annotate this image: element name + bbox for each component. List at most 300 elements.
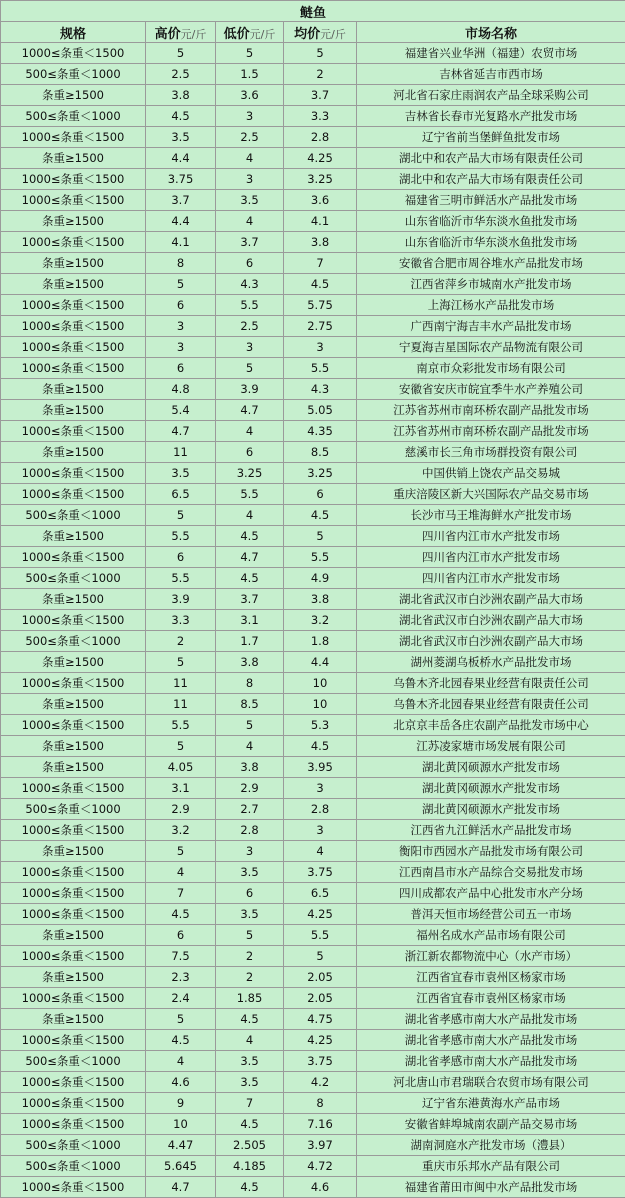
cell-market: 普洱天恒市场经营公司五一市场 xyxy=(357,904,625,925)
cell-spec: 1000≤条重＜1500 xyxy=(1,547,146,568)
cell-low: 4 xyxy=(216,148,284,169)
cell-avg: 4.9 xyxy=(284,568,357,589)
table-row xyxy=(1,232,625,253)
table-row xyxy=(1,1051,625,1072)
table-row xyxy=(1,925,625,946)
cell-spec: 1000≤条重＜1500 xyxy=(1,778,146,799)
cell-market: 河北省石家庄雨润农产品全球采购公司 xyxy=(357,85,625,106)
cell-market: 安徽省蚌埠城南农副产品交易市场 xyxy=(357,1114,625,1135)
table-row xyxy=(1,421,625,442)
cell-low: 6 xyxy=(216,253,284,274)
header-market: 市场名称 xyxy=(357,22,625,43)
table-row xyxy=(1,652,625,673)
cell-avg: 4.1 xyxy=(284,211,357,232)
cell-market: 湖北黄冈硕源水产批发市场 xyxy=(357,799,625,820)
cell-low: 5 xyxy=(216,358,284,379)
cell-high: 6 xyxy=(146,295,216,316)
cell-avg: 5.75 xyxy=(284,295,357,316)
cell-avg: 2.8 xyxy=(284,127,357,148)
cell-low: 8 xyxy=(216,673,284,694)
cell-market: 浙江新农都物流中心（水产市场） xyxy=(357,946,625,967)
table-row xyxy=(1,715,625,736)
cell-high: 3.3 xyxy=(146,610,216,631)
table-row xyxy=(1,484,625,505)
cell-low: 3.7 xyxy=(216,232,284,253)
cell-high: 11 xyxy=(146,442,216,463)
cell-low: 7 xyxy=(216,1093,284,1114)
table-row xyxy=(1,442,625,463)
cell-low: 3.5 xyxy=(216,190,284,211)
cell-low: 3.9 xyxy=(216,379,284,400)
cell-market: 南京市众彩批发市场有限公司 xyxy=(357,358,625,379)
table-header-row xyxy=(1,22,625,43)
header-avg xyxy=(284,22,357,43)
cell-spec: 1000≤条重＜1500 xyxy=(1,169,146,190)
cell-low: 8.5 xyxy=(216,694,284,715)
cell-low: 2.505 xyxy=(216,1135,284,1156)
cell-avg: 5.05 xyxy=(284,400,357,421)
cell-spec: 1000≤条重＜1500 xyxy=(1,463,146,484)
table-row xyxy=(1,64,625,85)
cell-market: 江苏省苏州市南环桥农副产品批发市场 xyxy=(357,421,625,442)
cell-low: 5 xyxy=(216,43,284,64)
cell-low: 4 xyxy=(216,505,284,526)
cell-high: 5 xyxy=(146,736,216,757)
table-row xyxy=(1,946,625,967)
cell-market: 四川成都农产品中心批发市水产分场 xyxy=(357,883,625,904)
cell-spec: 条重≥1500 xyxy=(1,736,146,757)
cell-high: 9 xyxy=(146,1093,216,1114)
cell-market: 江西省九江鲜活水产品批发市场 xyxy=(357,820,625,841)
cell-market: 衡阳市西园水产品批发市场有限公司 xyxy=(357,841,625,862)
cell-avg: 3 xyxy=(284,820,357,841)
cell-spec: 500≤条重＜1000 xyxy=(1,568,146,589)
table-row xyxy=(1,358,625,379)
cell-spec: 500≤条重＜1000 xyxy=(1,64,146,85)
cell-avg: 4.35 xyxy=(284,421,357,442)
cell-avg: 4.5 xyxy=(284,505,357,526)
cell-low: 4.5 xyxy=(216,1114,284,1135)
cell-spec: 1000≤条重＜1500 xyxy=(1,1114,146,1135)
cell-avg: 8 xyxy=(284,1093,357,1114)
cell-spec: 条重≥1500 xyxy=(1,400,146,421)
cell-spec: 条重≥1500 xyxy=(1,379,146,400)
cell-market: 宁夏海吉星国际农产品物流有限公司 xyxy=(357,337,625,358)
header-high-unit: 元/斤 xyxy=(180,27,207,41)
cell-high: 4.4 xyxy=(146,148,216,169)
table-row xyxy=(1,316,625,337)
cell-high: 10 xyxy=(146,1114,216,1135)
cell-market: 江西省宜春市袁州区杨家市场 xyxy=(357,988,625,1009)
cell-low: 6 xyxy=(216,883,284,904)
cell-high: 7 xyxy=(146,883,216,904)
cell-spec: 1000≤条重＜1500 xyxy=(1,316,146,337)
cell-market: 湖北省孝感市南大水产品批发市场 xyxy=(357,1051,625,1072)
table-row xyxy=(1,862,625,883)
cell-low: 1.5 xyxy=(216,64,284,85)
cell-spec: 1000≤条重＜1500 xyxy=(1,232,146,253)
cell-spec: 500≤条重＜1000 xyxy=(1,799,146,820)
cell-spec: 1000≤条重＜1500 xyxy=(1,820,146,841)
cell-avg: 4.72 xyxy=(284,1156,357,1177)
table-row xyxy=(1,379,625,400)
cell-low: 3.5 xyxy=(216,862,284,883)
cell-low: 4 xyxy=(216,421,284,442)
header-low-unit: 元/斤 xyxy=(249,27,276,41)
table-row xyxy=(1,127,625,148)
cell-high: 5 xyxy=(146,505,216,526)
cell-avg: 10 xyxy=(284,694,357,715)
cell-low: 2.5 xyxy=(216,316,284,337)
table-row xyxy=(1,400,625,421)
cell-avg: 3.3 xyxy=(284,106,357,127)
cell-high: 5 xyxy=(146,274,216,295)
table-title-row xyxy=(1,1,625,22)
cell-avg: 4.5 xyxy=(284,274,357,295)
cell-low: 3.8 xyxy=(216,652,284,673)
cell-market: 湖北省武汉市白沙洲农副产品大市场 xyxy=(357,631,625,652)
cell-low: 5.5 xyxy=(216,484,284,505)
cell-high: 2.4 xyxy=(146,988,216,1009)
cell-avg: 3.25 xyxy=(284,463,357,484)
cell-avg: 4.25 xyxy=(284,904,357,925)
cell-low: 3 xyxy=(216,169,284,190)
cell-high: 4.47 xyxy=(146,1135,216,1156)
table-row xyxy=(1,1135,625,1156)
cell-low: 3.25 xyxy=(216,463,284,484)
cell-low: 2.9 xyxy=(216,778,284,799)
cell-market: 乌鲁木齐北园春果业经营有限责任公司 xyxy=(357,673,625,694)
cell-high: 4.05 xyxy=(146,757,216,778)
cell-market: 中国供销上饶农产品交易城 xyxy=(357,463,625,484)
cell-low: 3.6 xyxy=(216,85,284,106)
cell-market: 江苏省苏州市南环桥农副产品批发市场 xyxy=(357,400,625,421)
header-spec: 规格 xyxy=(1,22,146,43)
cell-high: 4 xyxy=(146,1051,216,1072)
cell-low: 3.1 xyxy=(216,610,284,631)
cell-market: 重庆市乐邦水产品有限公司 xyxy=(357,1156,625,1177)
cell-spec: 1000≤条重＜1500 xyxy=(1,190,146,211)
table-title: 鲢鱼 xyxy=(1,1,625,22)
cell-avg: 4 xyxy=(284,841,357,862)
table-row xyxy=(1,148,625,169)
cell-avg: 5.3 xyxy=(284,715,357,736)
cell-market: 江西南昌市水产品综合交易批发市场 xyxy=(357,862,625,883)
cell-high: 4.1 xyxy=(146,232,216,253)
table-row xyxy=(1,568,625,589)
table-row xyxy=(1,1072,625,1093)
cell-spec: 条重≥1500 xyxy=(1,967,146,988)
cell-market: 广西南宁海吉丰水产品批发市场 xyxy=(357,316,625,337)
cell-avg: 2.75 xyxy=(284,316,357,337)
cell-avg: 3.8 xyxy=(284,232,357,253)
cell-low: 1.85 xyxy=(216,988,284,1009)
cell-high: 5 xyxy=(146,43,216,64)
header-high-label: 高价 xyxy=(154,26,181,42)
header-avg-unit: 元/斤 xyxy=(320,27,346,41)
cell-avg: 1.8 xyxy=(284,631,357,652)
cell-spec: 条重≥1500 xyxy=(1,925,146,946)
cell-avg: 6 xyxy=(284,484,357,505)
header-low-label: 低价 xyxy=(223,26,250,42)
cell-spec: 1000≤条重＜1500 xyxy=(1,127,146,148)
cell-market: 江西省宜春市袁州区杨家市场 xyxy=(357,967,625,988)
cell-spec: 1000≤条重＜1500 xyxy=(1,484,146,505)
cell-high: 3.5 xyxy=(146,127,216,148)
cell-avg: 8.5 xyxy=(284,442,357,463)
cell-avg: 3.97 xyxy=(284,1135,357,1156)
cell-spec: 条重≥1500 xyxy=(1,589,146,610)
cell-avg: 2.8 xyxy=(284,799,357,820)
cell-high: 3.8 xyxy=(146,85,216,106)
cell-high: 3.9 xyxy=(146,589,216,610)
cell-avg: 3 xyxy=(284,337,357,358)
cell-high: 8 xyxy=(146,253,216,274)
cell-market: 湖北中和农产品大市场有限责任公司 xyxy=(357,148,625,169)
table-row xyxy=(1,631,625,652)
cell-avg: 2.05 xyxy=(284,988,357,1009)
cell-high: 4.5 xyxy=(146,904,216,925)
cell-spec: 1000≤条重＜1500 xyxy=(1,1072,146,1093)
cell-market: 吉林省延吉市西市场 xyxy=(357,64,625,85)
cell-spec: 条重≥1500 xyxy=(1,652,146,673)
cell-spec: 条重≥1500 xyxy=(1,85,146,106)
cell-avg: 2 xyxy=(284,64,357,85)
cell-avg: 3.2 xyxy=(284,610,357,631)
cell-spec: 500≤条重＜1000 xyxy=(1,631,146,652)
table-row xyxy=(1,526,625,547)
cell-high: 4.8 xyxy=(146,379,216,400)
cell-market: 湖北省武汉市白沙洲农副产品大市场 xyxy=(357,610,625,631)
table-row xyxy=(1,295,625,316)
cell-low: 3.5 xyxy=(216,1051,284,1072)
cell-low: 2.5 xyxy=(216,127,284,148)
cell-spec: 1000≤条重＜1500 xyxy=(1,1177,146,1198)
cell-spec: 1000≤条重＜1500 xyxy=(1,43,146,64)
cell-spec: 条重≥1500 xyxy=(1,694,146,715)
cell-low: 1.7 xyxy=(216,631,284,652)
table-row xyxy=(1,820,625,841)
cell-avg: 3.75 xyxy=(284,1051,357,1072)
cell-market: 山东省临沂市华东淡水鱼批发市场 xyxy=(357,232,625,253)
cell-high: 3 xyxy=(146,337,216,358)
cell-low: 4 xyxy=(216,736,284,757)
table-row xyxy=(1,757,625,778)
cell-high: 4.5 xyxy=(146,1030,216,1051)
cell-market: 湖南洞庭水产批发市场（澧县） xyxy=(357,1135,625,1156)
cell-market: 慈溪市长三角市场群投资有限公司 xyxy=(357,442,625,463)
cell-high: 5 xyxy=(146,1009,216,1030)
cell-spec: 条重≥1500 xyxy=(1,757,146,778)
cell-avg: 5.5 xyxy=(284,925,357,946)
table-row xyxy=(1,1093,625,1114)
cell-market: 湖北省孝感市南大水产品批发市场 xyxy=(357,1009,625,1030)
table-row xyxy=(1,1156,625,1177)
cell-low: 4.5 xyxy=(216,1009,284,1030)
cell-high: 5 xyxy=(146,841,216,862)
cell-low: 3.5 xyxy=(216,1072,284,1093)
table-row xyxy=(1,547,625,568)
cell-market: 乌鲁木齐北园春果业经营有限责任公司 xyxy=(357,694,625,715)
cell-low: 3 xyxy=(216,337,284,358)
cell-high: 3.5 xyxy=(146,463,216,484)
cell-avg: 6.5 xyxy=(284,883,357,904)
cell-avg: 4.5 xyxy=(284,736,357,757)
cell-market: 四川省内江市水产批发市场 xyxy=(357,547,625,568)
cell-high: 11 xyxy=(146,694,216,715)
cell-avg: 4.3 xyxy=(284,379,357,400)
cell-market: 安徽省合肥市周谷堆水产品批发市场 xyxy=(357,253,625,274)
cell-market: 福建省三明市鲜活水产品批发市场 xyxy=(357,190,625,211)
cell-avg: 4.75 xyxy=(284,1009,357,1030)
cell-spec: 条重≥1500 xyxy=(1,1009,146,1030)
table-row xyxy=(1,589,625,610)
cell-high: 3.7 xyxy=(146,190,216,211)
table-row xyxy=(1,1009,625,1030)
table-row xyxy=(1,274,625,295)
cell-low: 4.7 xyxy=(216,400,284,421)
cell-high: 4.4 xyxy=(146,211,216,232)
cell-market: 湖北省孝感市南大水产品批发市场 xyxy=(357,1030,625,1051)
cell-high: 4 xyxy=(146,862,216,883)
cell-avg: 4.4 xyxy=(284,652,357,673)
cell-avg: 3.75 xyxy=(284,862,357,883)
cell-low: 5 xyxy=(216,715,284,736)
table-row xyxy=(1,1177,625,1198)
cell-spec: 条重≥1500 xyxy=(1,253,146,274)
cell-spec: 1000≤条重＜1500 xyxy=(1,715,146,736)
cell-high: 11 xyxy=(146,673,216,694)
table-row xyxy=(1,190,625,211)
cell-market: 江苏凌家塘市场发展有限公司 xyxy=(357,736,625,757)
cell-market: 湖州菱湖乌板桥水产品批发市场 xyxy=(357,652,625,673)
cell-low: 2 xyxy=(216,946,284,967)
cell-market: 湖北黄冈硕源水产批发市场 xyxy=(357,778,625,799)
table-row xyxy=(1,505,625,526)
cell-spec: 1000≤条重＜1500 xyxy=(1,610,146,631)
cell-high: 2.9 xyxy=(146,799,216,820)
cell-market: 辽宁省前当堡鲜鱼批发市场 xyxy=(357,127,625,148)
cell-low: 5.5 xyxy=(216,295,284,316)
cell-spec: 1000≤条重＜1500 xyxy=(1,358,146,379)
cell-spec: 1000≤条重＜1500 xyxy=(1,988,146,1009)
cell-avg: 5.5 xyxy=(284,358,357,379)
cell-spec: 1000≤条重＜1500 xyxy=(1,295,146,316)
cell-avg: 3.6 xyxy=(284,190,357,211)
cell-avg: 3 xyxy=(284,778,357,799)
cell-spec: 500≤条重＜1000 xyxy=(1,106,146,127)
table-body xyxy=(1,43,625,1198)
table-row xyxy=(1,799,625,820)
cell-low: 4.5 xyxy=(216,1177,284,1198)
cell-low: 3 xyxy=(216,841,284,862)
cell-avg: 4.6 xyxy=(284,1177,357,1198)
cell-high: 3.1 xyxy=(146,778,216,799)
cell-market: 福州名成水产品市场有限公司 xyxy=(357,925,625,946)
cell-low: 4.5 xyxy=(216,568,284,589)
table-row xyxy=(1,988,625,1009)
cell-low: 4.185 xyxy=(216,1156,284,1177)
cell-spec: 500≤条重＜1000 xyxy=(1,1156,146,1177)
cell-high: 3.2 xyxy=(146,820,216,841)
table-row xyxy=(1,211,625,232)
cell-market: 河北唐山市君瑞联合农贸市场有限公司 xyxy=(357,1072,625,1093)
cell-low: 3.8 xyxy=(216,757,284,778)
cell-high: 6.5 xyxy=(146,484,216,505)
cell-market: 湖北中和农产品大市场有限责任公司 xyxy=(357,169,625,190)
table-row xyxy=(1,736,625,757)
table-row xyxy=(1,841,625,862)
cell-spec: 1000≤条重＜1500 xyxy=(1,421,146,442)
cell-market: 江西省萍乡市城南水产批发市场 xyxy=(357,274,625,295)
cell-high: 5 xyxy=(146,652,216,673)
cell-low: 4.5 xyxy=(216,526,284,547)
cell-spec: 1000≤条重＜1500 xyxy=(1,1093,146,1114)
cell-spec: 1000≤条重＜1500 xyxy=(1,1030,146,1051)
cell-low: 3 xyxy=(216,106,284,127)
cell-market: 四川省内江市水产批发市场 xyxy=(357,568,625,589)
cell-low: 3.5 xyxy=(216,904,284,925)
cell-avg: 7 xyxy=(284,253,357,274)
cell-high: 4.6 xyxy=(146,1072,216,1093)
cell-low: 4.7 xyxy=(216,547,284,568)
cell-avg: 4.2 xyxy=(284,1072,357,1093)
cell-low: 2 xyxy=(216,967,284,988)
cell-spec: 1000≤条重＜1500 xyxy=(1,883,146,904)
table-row xyxy=(1,1114,625,1135)
cell-low: 2.8 xyxy=(216,820,284,841)
cell-spec: 1000≤条重＜1500 xyxy=(1,337,146,358)
cell-avg: 5 xyxy=(284,946,357,967)
table-row xyxy=(1,904,625,925)
cell-avg: 5 xyxy=(284,43,357,64)
cell-market: 安徽省安庆市皖宜季牛水产养殖公司 xyxy=(357,379,625,400)
cell-low: 6 xyxy=(216,442,284,463)
cell-avg: 7.16 xyxy=(284,1114,357,1135)
cell-high: 4.7 xyxy=(146,1177,216,1198)
table-row xyxy=(1,43,625,64)
cell-high: 7.5 xyxy=(146,946,216,967)
cell-high: 5.645 xyxy=(146,1156,216,1177)
cell-high: 5.5 xyxy=(146,568,216,589)
cell-high: 3.75 xyxy=(146,169,216,190)
cell-high: 5.4 xyxy=(146,400,216,421)
table-row xyxy=(1,610,625,631)
cell-high: 5.5 xyxy=(146,715,216,736)
cell-market: 湖北省武汉市白沙洲农副产品大市场 xyxy=(357,589,625,610)
cell-market: 上海江杨水产品批发市场 xyxy=(357,295,625,316)
cell-high: 2.5 xyxy=(146,64,216,85)
cell-avg: 4.25 xyxy=(284,1030,357,1051)
table-row xyxy=(1,85,625,106)
cell-market: 辽宁省东港黄海水产品市场 xyxy=(357,1093,625,1114)
cell-avg: 3.95 xyxy=(284,757,357,778)
table-row xyxy=(1,1030,625,1051)
cell-high: 4.5 xyxy=(146,106,216,127)
cell-low: 5 xyxy=(216,925,284,946)
table-row xyxy=(1,967,625,988)
cell-spec: 条重≥1500 xyxy=(1,442,146,463)
cell-low: 3.7 xyxy=(216,589,284,610)
cell-spec: 500≤条重＜1000 xyxy=(1,1135,146,1156)
cell-high: 2.3 xyxy=(146,967,216,988)
cell-high: 6 xyxy=(146,547,216,568)
table-row xyxy=(1,883,625,904)
cell-spec: 条重≥1500 xyxy=(1,211,146,232)
cell-avg: 4.25 xyxy=(284,148,357,169)
cell-low: 2.7 xyxy=(216,799,284,820)
cell-avg: 3.7 xyxy=(284,85,357,106)
